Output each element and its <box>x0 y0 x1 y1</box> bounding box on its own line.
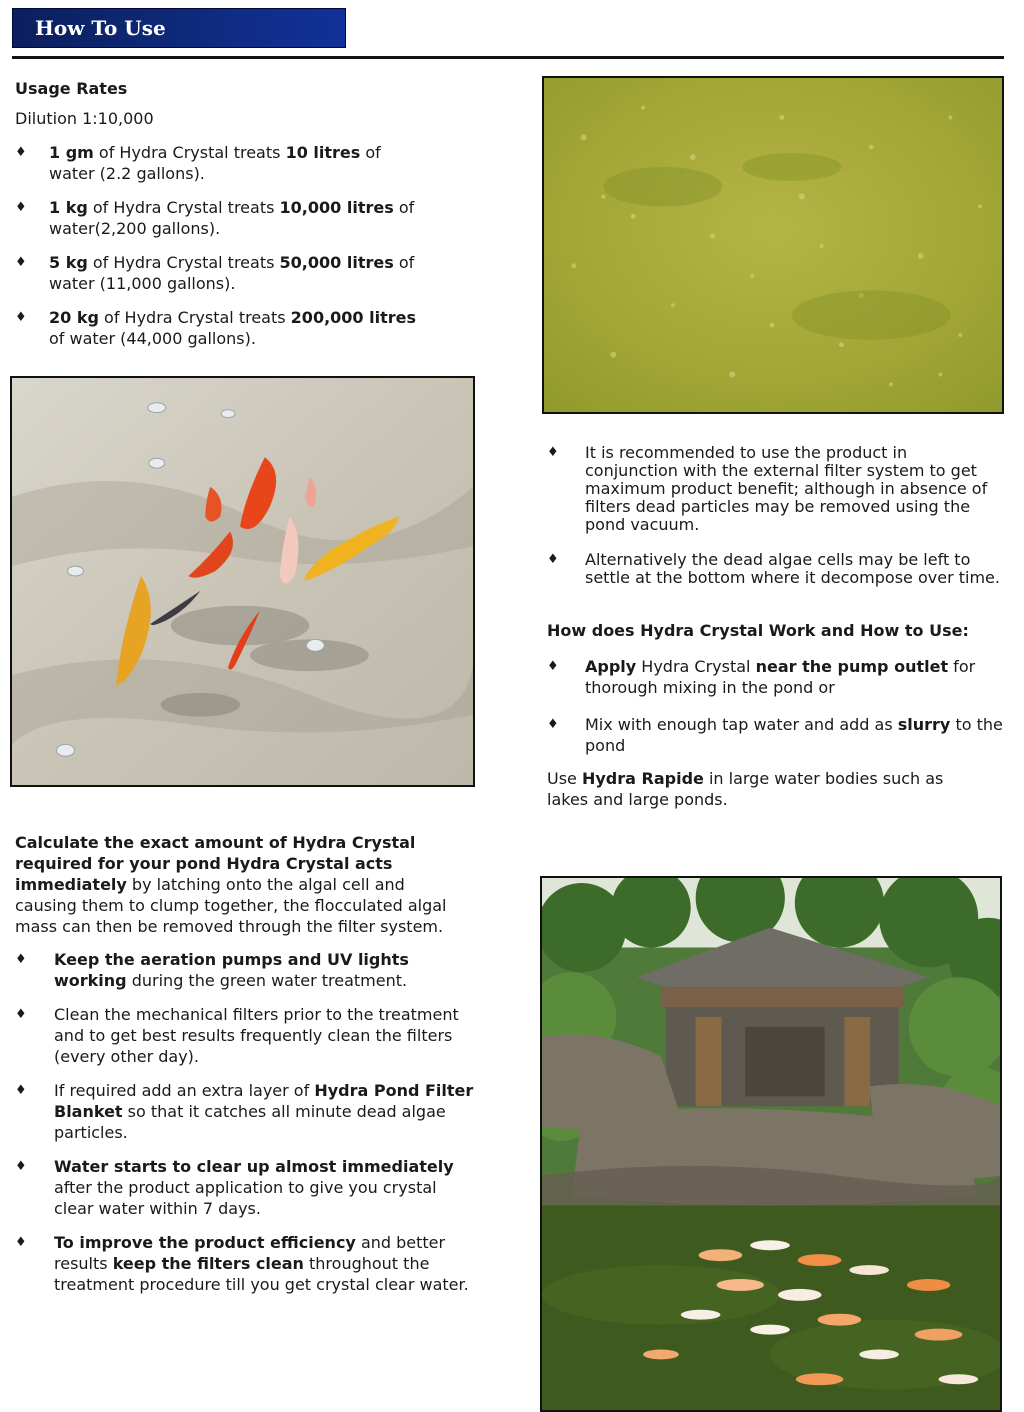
header-divider <box>12 56 1004 59</box>
section-title: How To Use <box>35 16 166 40</box>
bullet-icon: ♦ <box>15 1007 27 1022</box>
koi-pond-gazebo-image <box>540 876 1002 1412</box>
bullet-icon: ♦ <box>15 1235 27 1250</box>
usage-rates-section <box>15 78 475 349</box>
calculate-intro: Calculate the exact amount of Hydra Crystal required for your pond Hydra Crystal acts immediately by latching onto the algal cell and causing them to clump together, the flocculated algal mass can then be removed through the filter system. <box>15 833 447 936</box>
list-item: ♦ Water starts to clear up almost immediately after the product application to give you crystal clear water within 7 days. <box>15 1157 454 1218</box>
bullet-icon: ♦ <box>15 1083 27 1098</box>
bullet-icon: ♦ <box>547 552 559 567</box>
list-item: ♦ Keep the aeration pumps and UV lights working during the green water treatment. <box>15 950 409 990</box>
list-item: ♦ Alternatively the dead algae cells may be left to settle at the bottom where it decompose over time. <box>547 550 1000 587</box>
usage-rates-list <box>15 142 425 349</box>
bullet-icon: ♦ <box>15 145 27 160</box>
filter-recommendations <box>547 444 1005 587</box>
dilution-text: Dilution 1:10,000 <box>15 109 154 128</box>
bullet-icon: ♦ <box>547 445 559 460</box>
list-item: ♦ 1 kg of Hydra Crystal treats 10,000 litres of water(2,200 gallons). <box>15 198 415 238</box>
bullet-icon: ♦ <box>547 717 559 732</box>
how-it-works-section <box>547 620 1005 810</box>
how-it-works-heading: How does Hydra Crystal Work and How to Use: <box>547 621 969 640</box>
recommendations-list <box>547 444 1005 587</box>
list-item: ♦ Mix with enough tap water and add as slurry to the pond <box>547 715 1003 755</box>
calculate-section <box>15 832 475 1295</box>
usage-rates-heading: Usage Rates <box>15 79 128 98</box>
bullet-icon: ♦ <box>547 659 559 674</box>
list-item: ♦ Clean the mechanical filters prior to the treatment and to get best results frequently clean the filters (every other day). <box>15 1005 459 1066</box>
list-item: ♦ To improve the product efficiency and better results keep the filters clean throughout the treatment procedure till you get crystal clear water. <box>15 1233 469 1294</box>
section-banner <box>12 8 346 48</box>
treatment-tips-list <box>15 949 475 1295</box>
bullet-icon: ♦ <box>15 1159 27 1174</box>
koi-fish-image <box>10 376 475 787</box>
hydra-rapide-note: Use Hydra Rapide in large water bodies such as lakes and large ponds. <box>547 769 944 809</box>
list-item: ♦ Apply Hydra Crystal near the pump outlet for thorough mixing in the pond or <box>547 657 976 697</box>
list-item: ♦ 1 gm of Hydra Crystal treats 10 litres of water (2.2 gallons). <box>15 143 381 183</box>
list-item: ♦ 5 kg of Hydra Crystal treats 50,000 litres of water (11,000 gallons). <box>15 253 415 293</box>
bullet-icon: ♦ <box>15 952 27 967</box>
how-it-works-list <box>547 656 1005 756</box>
list-item: ♦ It is recommended to use the product in conjunction with the external filter system to get maximum product benefit; although in absence of filters dead particles may be removed using the pond vacuum. <box>547 443 988 534</box>
bullet-icon: ♦ <box>15 255 27 270</box>
list-item: ♦ 20 kg of Hydra Crystal treats 200,000 litres of water (44,000 gallons). <box>15 308 416 348</box>
green-algae-water-image <box>542 76 1004 414</box>
list-item: ♦ If required add an extra layer of Hydra Pond Filter Blanket so that it catches all minute dead algae particles. <box>15 1081 474 1142</box>
bullet-icon: ♦ <box>15 310 27 325</box>
bullet-icon: ♦ <box>15 200 27 215</box>
